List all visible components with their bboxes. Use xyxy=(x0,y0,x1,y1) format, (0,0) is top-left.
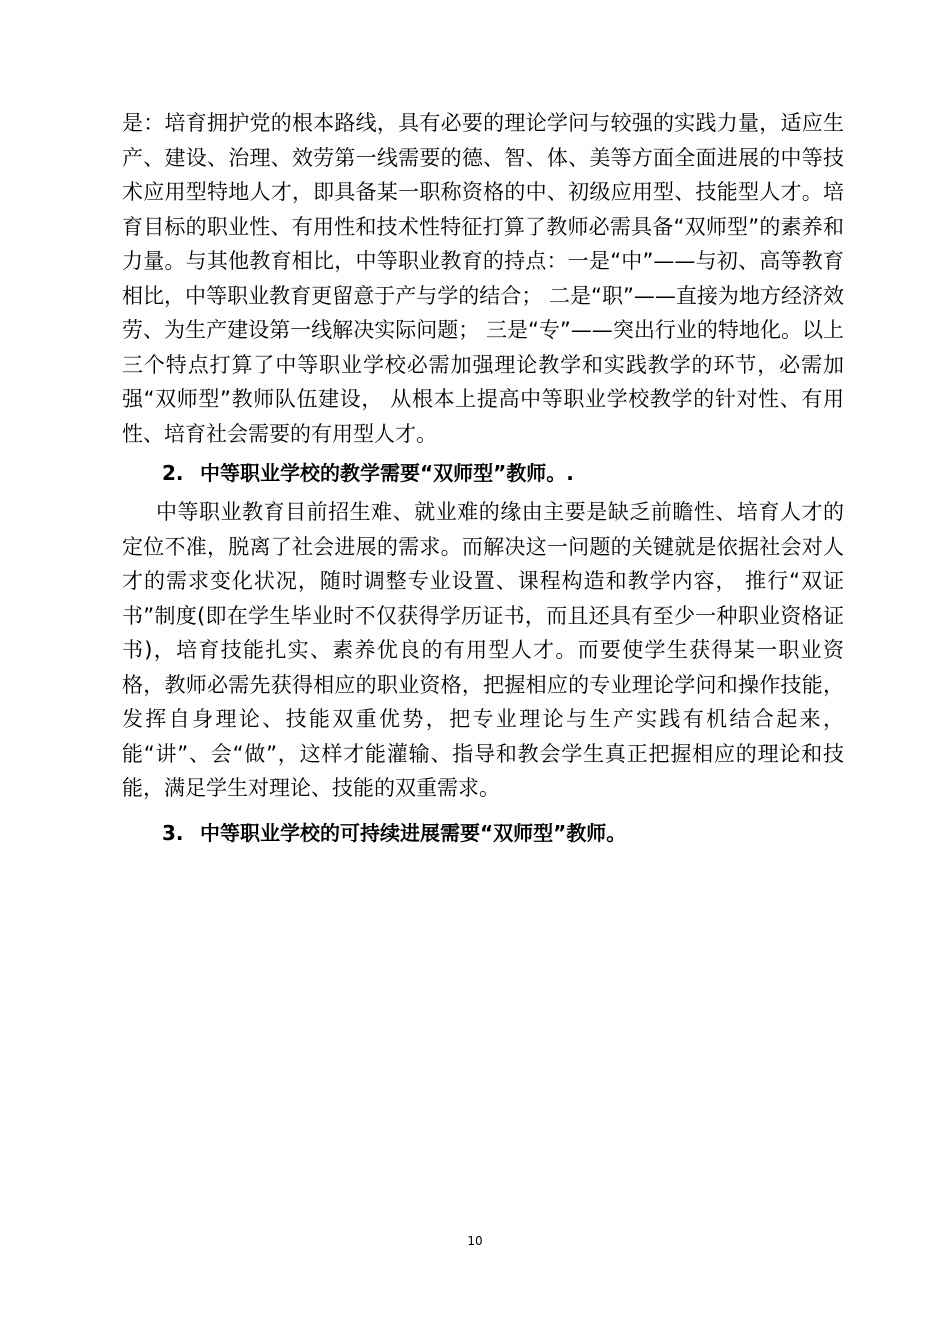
body-paragraph-2: 中等职业教育目前招生难、就业难的缘由主要是缺乏前瞻性、培育人才的定位不准，脱离了社会进展的需求。而解决这一问题的关键就是依据社会对人才的需求变化状况，随时调整专业设置、课程构造和教学内容， 推行“双证书”制度(即在学生毕业时不仅获得学历证书，而且还具有至少一种职业资格证书)，培育技能扎实、素养优良的有用型人才。而要使学生获得某一职业资格，教师必需先获得相应的职业资格，把握相应的专业理论学问和操作技能，发挥自身理论、技能双重优势，把专业理论与生产实践有机结合起来，能“讲”、会“做”，这样才能灌输、指导和教会学生真正把握相应的理论和技能，满足学生对理论、技能的双重需求。 xyxy=(122,500,844,800)
section-heading-3 xyxy=(122,816,844,850)
section-title-2: 中等职业学校的教学需要“双师型”教师。. xyxy=(200,461,574,485)
page-number: 10 xyxy=(467,1234,483,1248)
section-number-3: 3. xyxy=(162,820,184,845)
section-title-3: 中等职业学校的可持续进展需要“双师型”教师。 xyxy=(200,820,627,845)
section-number-2: 2. xyxy=(162,461,184,485)
section-heading-2 xyxy=(122,456,844,490)
spacer xyxy=(122,806,844,816)
document-body xyxy=(122,106,844,850)
body-paragraph-1: 是：培育拥护党的根本路线，具有必要的理论学问与较强的实践力量，适应生产、建设、治理、效劳第一线需要的德、智、体、美等方面全面进展的中等技术应用型特地人才，即具备某一职称资格的中、初级应用型、技能型人才。培育目标的职业性、有用性和技术性特征打算了教师必需具备“双师型”的素养和力量。与其他教育相比，中等职业教育的持点：一是“中”——与初、高等教育相比，中等职业教育更留意于产与学的结合； 二是“职”——直接为地方经济效劳、为生产建设第一线解决实际问题； 三是“专”——突出行业的特地化。以上三个特点打算了中等职业学校必需加强理论教学和实践教学的环节，必需加强“双师型”教师队伍建设， 从根本上提高中等职业学校教学的针对性、有用性、培育社会需要的有用型人才。 xyxy=(122,111,844,446)
